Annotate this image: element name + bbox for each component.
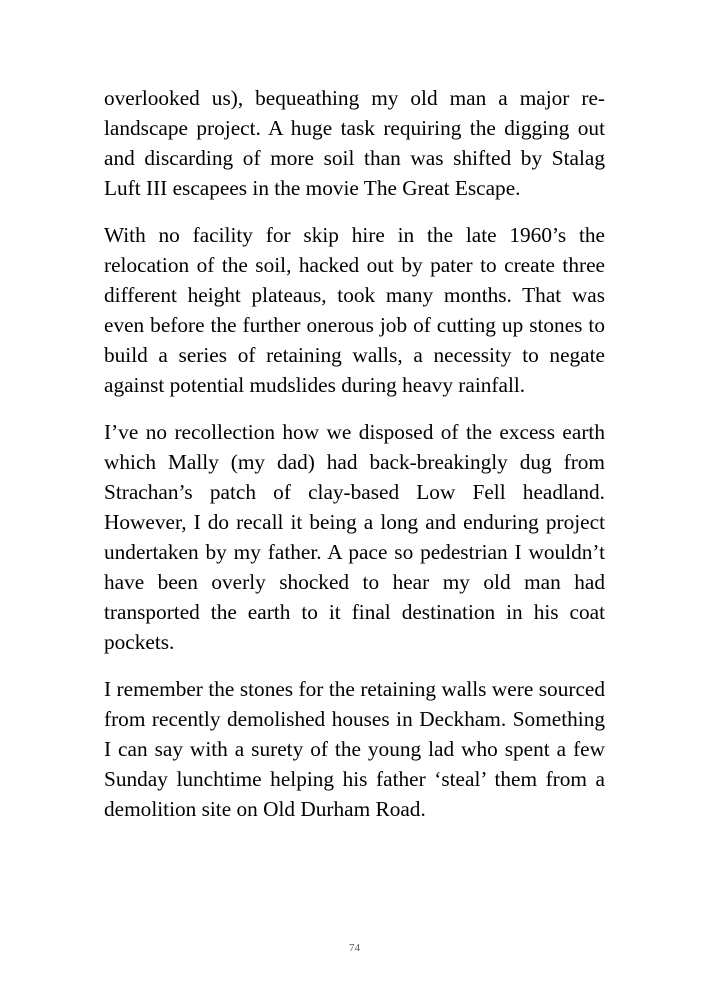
- page-number: 74: [349, 942, 360, 954]
- paragraph-1: overlooked us), bequeathing my old man a major re-landscape project. A huge task requiring the digging out and discarding of more soil than was shifted by Stalag Luft III escapees in the movie The Great Escape.: [104, 86, 605, 200]
- paragraph-3: I’ve no recollection how we disposed of the excess earth which Mally (my dad) had back-breakingly dug from Strachan’s patch of clay-based Low Fell headland. However, I do recall it being a long and enduring project undertaken by my father. A pace so pedestrian I wouldn’t have been overly shocked to hear my old man had transported the earth to it final destination in his coat pockets.: [104, 420, 605, 654]
- body-text: [104, 83, 605, 841]
- paragraph-2: With no facility for skip hire in the late 1960’s the relocation of the soil, hacked out by pater to create three different height plateaus, took many months. That was even before the further onerous job of cutting up stones to build a series of retaining walls, a necessity to negate against potential mudslides during heavy rainfall.: [104, 223, 605, 397]
- paragraph-4: I remember the stones for the retaining walls were sourced from recently demolished houses in Deckham. Something I can say with a surety of the young lad who spent a few Sunday lunchtime helping his father ‘steal’ them from a demolition site on Old Durham Road.: [104, 677, 605, 821]
